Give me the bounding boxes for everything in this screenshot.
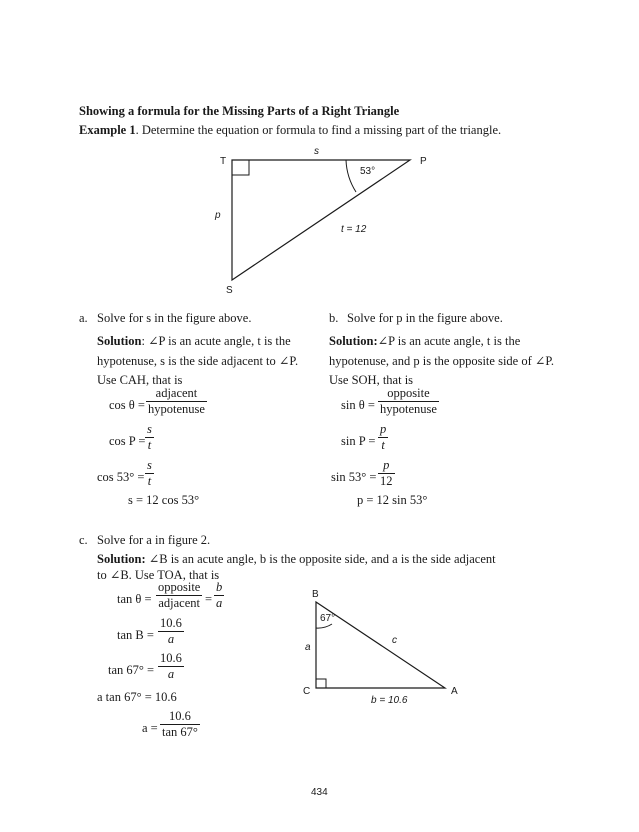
part-c-solution-line2: to ∠B. Use TOA, that is: [97, 568, 220, 582]
part-c-eq1-equals: =: [205, 592, 213, 606]
part-c-eq3-denominator: a: [158, 666, 184, 682]
part-c-eq3-lhs: tan 67° =: [108, 663, 155, 677]
part-a-marker: a.: [79, 311, 88, 325]
part-a-solution-line2: hypotenuse, s is the side adjacent to ∠P.: [97, 354, 299, 368]
angle-67-label: 67°: [320, 613, 336, 624]
side-t-label: t = 12: [341, 224, 367, 235]
part-c-prompt: Solve for a in figure 2.: [97, 533, 211, 547]
part-c-eq1-numerator: opposite: [158, 580, 201, 594]
part-c-eq1-lhs: tan θ =: [117, 592, 152, 606]
part-c-eq5-lhs: a =: [142, 721, 158, 735]
part-a-eq3-denominator: t: [145, 473, 154, 489]
part-a-eq1-lhs: cos θ =: [109, 398, 145, 412]
part-a-eq2-lhs: cos P =: [109, 434, 146, 448]
side-b-label: b = 10.6: [371, 695, 408, 706]
part-b-eq2-numerator: p: [380, 422, 387, 436]
part-b-eq2-lhs: sin P =: [341, 434, 376, 448]
side-c-label: c: [392, 635, 397, 646]
vertex-t-label: T: [220, 156, 227, 167]
part-c-eq5-denominator: tan 67°: [162, 725, 198, 739]
part-a-eq2-numerator: s: [147, 422, 152, 436]
part-b-eq1-numerator: opposite: [387, 386, 430, 400]
part-b-eq4: p = 12 sin 53°: [357, 493, 428, 507]
part-b-solution-line3: Use SOH, that is: [329, 373, 414, 387]
side-s-label: s: [314, 146, 319, 157]
part-b-eq3-lhs: sin 53° =: [331, 470, 377, 484]
section-heading: Showing a formula for the Missing Parts of a Right Triangle: [79, 104, 400, 118]
part-b-solution-label: Solution:: [329, 334, 378, 348]
vertex-p-label: P: [420, 156, 427, 167]
part-b-eq2-denominator: t: [378, 437, 388, 453]
side-a-label: a: [305, 642, 311, 653]
part-c-line1-text: ∠B is an acute angle, b is the opposite side, and a is the side adjacent: [148, 552, 496, 566]
vertex-c-label: C: [303, 686, 311, 697]
example-label: Example 1: [79, 123, 136, 137]
part-b-line1-text: ∠P is an acute angle, t is the: [377, 334, 521, 348]
part-a-prompt: Solve for s in the figure above.: [97, 311, 252, 325]
part-a-solution-line3: Use CAH, that is: [97, 373, 183, 387]
part-a-line1-text: : ∠P is an acute angle, t is the: [141, 334, 291, 348]
part-c-eq4: a tan 67° = 10.6: [97, 690, 177, 704]
part-b-solution-line2: hypotenuse, and p is the opposite side of ∠P.: [329, 354, 555, 368]
part-b-prompt: Solve for p in the figure above.: [347, 311, 503, 325]
part-a-eq1-numerator: adjacent: [155, 386, 198, 400]
vertex-a-label: A: [451, 686, 458, 697]
part-b-eq1-lhs: sin θ =: [341, 398, 375, 412]
part-c-eq2-numerator: 10.6: [160, 616, 182, 630]
part-c-eq2-denominator: a: [158, 631, 184, 647]
part-c-eq1-denominator-2: a: [216, 596, 223, 610]
right-angle-marker-2: [316, 679, 326, 688]
page-number: 434: [311, 787, 328, 798]
part-b-eq3-denominator: 12: [380, 474, 393, 488]
part-b-eq1-denominator: hypotenuse: [380, 402, 437, 416]
part-c-eq1-numerator-2: b: [216, 580, 223, 594]
triangle-2-shape: [316, 602, 445, 688]
vertex-b-label: B: [312, 589, 319, 600]
part-c-solution-label: Solution:: [97, 552, 146, 566]
vertex-s-label: S: [226, 285, 233, 296]
part-a-eq4: s = 12 cos 53°: [128, 493, 200, 507]
example-text: . Determine the equation or formula to find a missing part of the triangle.: [135, 123, 502, 137]
part-a-eq3-lhs: cos 53° =: [97, 470, 145, 484]
part-c-marker: c.: [79, 533, 88, 547]
side-p-label: p: [215, 210, 221, 221]
part-c-eq1-denominator: adjacent: [156, 595, 202, 611]
part-a-solution-label: Solution: [97, 334, 142, 348]
part-a-eq1-denominator: hypotenuse: [148, 402, 205, 416]
part-a-eq2-denominator: t: [145, 437, 154, 453]
part-b-eq3-numerator: p: [383, 458, 390, 472]
part-c-eq2-lhs: tan B =: [117, 628, 154, 642]
part-a-eq3-numerator: s: [147, 458, 152, 472]
part-c-eq3-numerator: 10.6: [160, 651, 182, 665]
part-b-marker: b.: [329, 311, 339, 325]
part-c-eq5-numerator: 10.6: [169, 709, 191, 723]
angle-arc-67: [316, 624, 332, 628]
angle-53-label: 53°: [360, 166, 376, 177]
